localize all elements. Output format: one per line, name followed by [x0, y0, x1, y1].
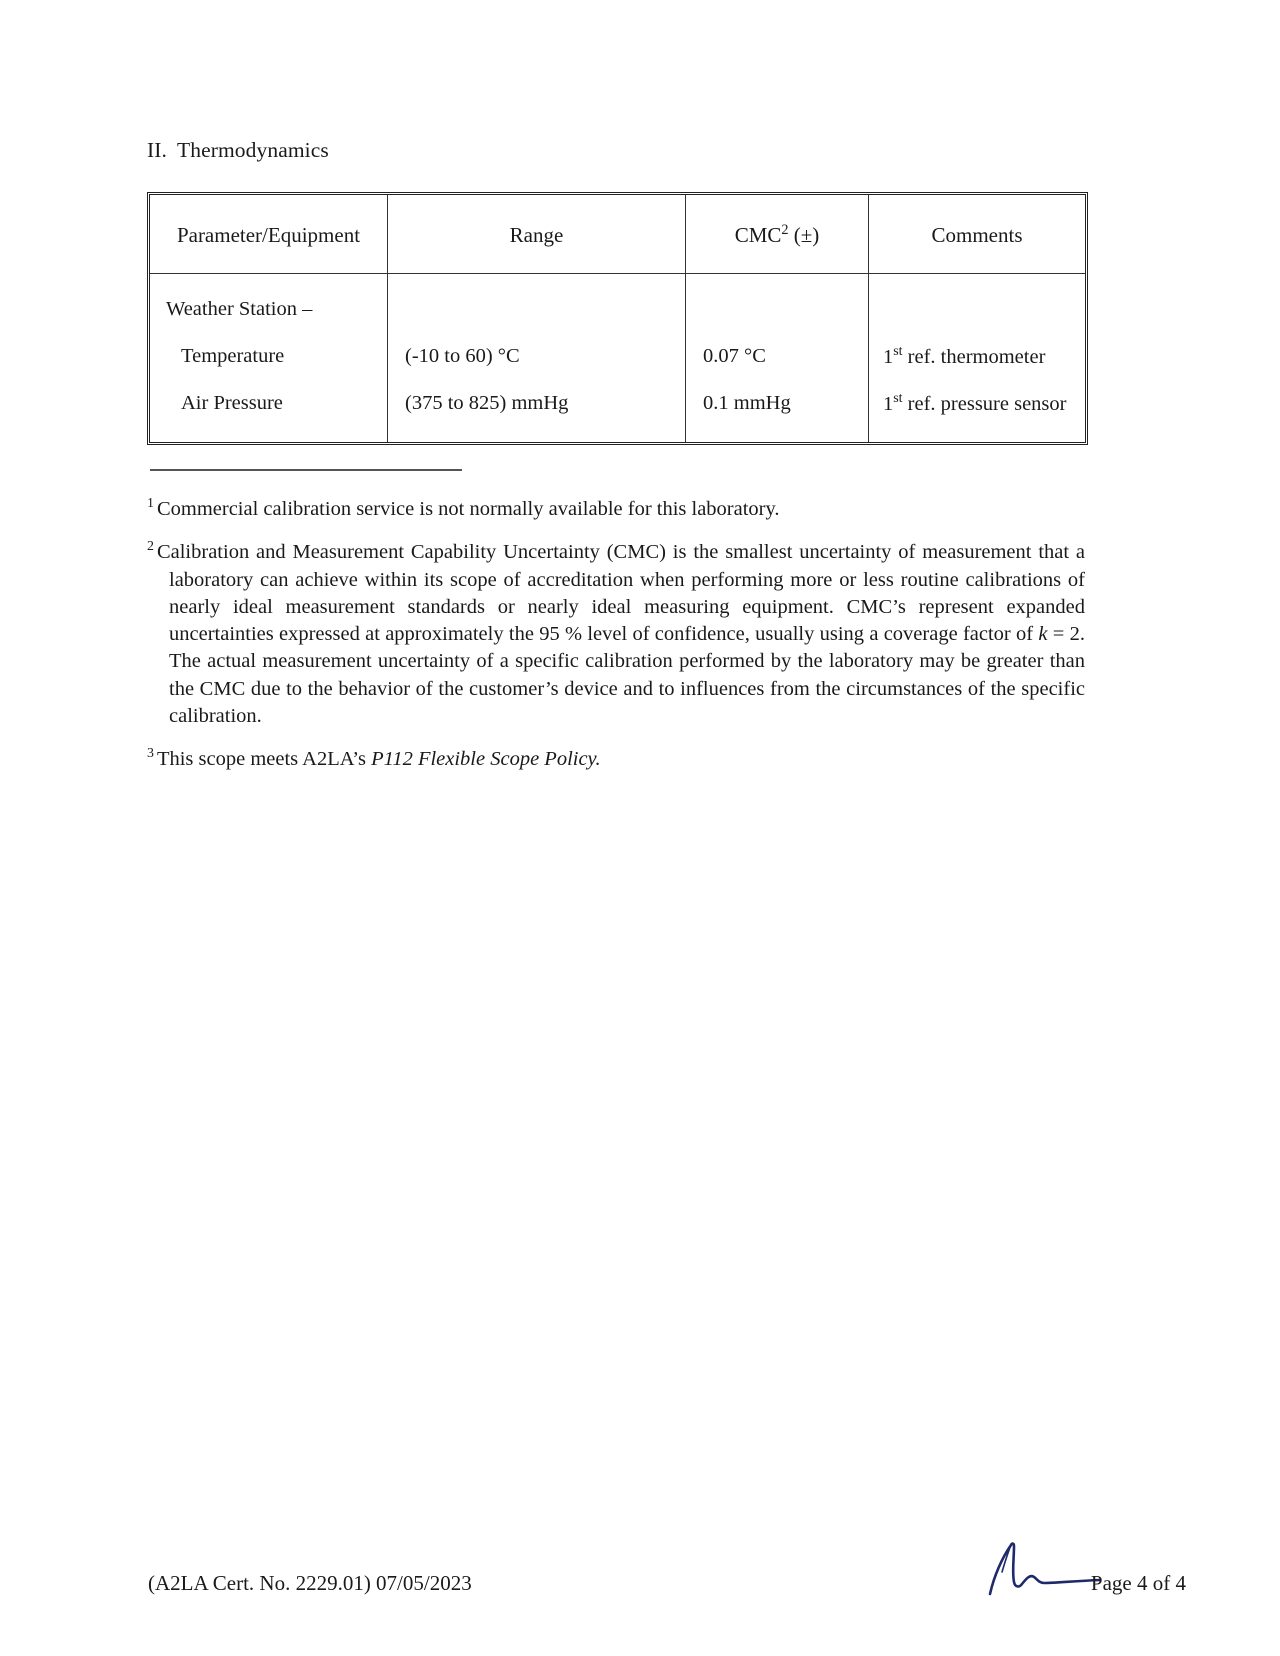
- column-header-cmc-label: [686, 223, 868, 248]
- cell-cmc: [686, 274, 869, 442]
- range-air-pressure: (375 to 825) mmHg: [405, 392, 569, 414]
- section-numeral: II.: [147, 138, 167, 162]
- range-temperature: (-10 to 60) °C: [405, 345, 520, 367]
- cell-comments: [869, 274, 1085, 442]
- section-title: Thermodynamics: [177, 138, 329, 162]
- footnote-2: [147, 539, 1085, 730]
- comment-temperature-ordinal-suffix: st: [893, 344, 903, 360]
- footnote-2-block: [147, 539, 1085, 730]
- footnote-2-text-part1: Calibration and Measurement Capability Uncertainty (CMC) is the smallest uncertainty of measurement that a laboratory can achieve within its scope of accreditation when performing more or less routine calibrations of nearly ideal measurement standards or nearly ideal measuring equipment. CMC’s represent expanded uncertainties expressed at approximately the 95 % level of confidence, usually using a coverage factor of: [156, 541, 1085, 645]
- cmc-plusminus: (±): [788, 223, 820, 247]
- column-header-parameter-label: Parameter/Equipment: [176, 223, 361, 247]
- cell-range: [388, 274, 686, 442]
- signature-icon: [978, 1536, 1108, 1598]
- comment-air-pressure-ordinal-suffix: st: [893, 391, 903, 407]
- footnote-2-text-part2: = 2. The actual measurement uncertainty of a specific calibration performed by the laboratory may be greater than the CMC due to the behavior of the customer’s device and to influences from the circumstances of the specific calibration.: [169, 623, 1085, 727]
- footnote-1: [147, 496, 1085, 523]
- footnote-1-marker: 1: [147, 496, 154, 512]
- cmc-temperature: 0.07 °C: [703, 345, 766, 367]
- comment-temperature: [883, 344, 1079, 370]
- cell-parameter-equipment: [150, 274, 388, 442]
- parameter-temperature: Temperature: [181, 345, 285, 367]
- column-header-range: [388, 195, 686, 274]
- footnote-3: [147, 746, 1085, 773]
- column-header-comments: [869, 195, 1085, 274]
- footnote-2-marker: 2: [147, 539, 154, 555]
- table-row: [150, 274, 1085, 442]
- column-header-cmc: [686, 195, 869, 274]
- parameter-air-pressure: Air Pressure: [181, 392, 283, 414]
- comment-temperature-ordinal: 1: [883, 346, 894, 368]
- cmc-air-pressure: 0.1 mmHg: [703, 392, 791, 414]
- section-heading: [147, 138, 329, 163]
- column-header-range-label: Range: [509, 223, 564, 247]
- comment-air-pressure: [883, 391, 1079, 417]
- footnote-separator-rule: [150, 469, 462, 471]
- footnote-3-marker: 3: [147, 746, 154, 762]
- column-header-comments-label: Comments: [931, 223, 1023, 247]
- table-header-row: [150, 195, 1085, 274]
- scope-table-container: [147, 192, 1082, 445]
- cmc-text: CMC: [734, 223, 782, 247]
- footnote-3-policy-title: P112 Flexible Scope Policy.: [371, 748, 601, 770]
- footnotes-section: [147, 496, 1085, 773]
- footer-page-number: Page 4 of 4: [1090, 1571, 1186, 1595]
- comment-temperature-text: ref. thermometer: [902, 346, 1046, 368]
- column-header-parameter: [150, 195, 388, 274]
- footer-certificate-number: (A2LA Cert. No. 2229.01) 07/05/2023: [148, 1571, 472, 1595]
- equipment-group-label: Weather Station –: [166, 298, 313, 320]
- comment-air-pressure-ordinal: 1: [883, 393, 894, 415]
- comment-air-pressure-text: ref. pressure sensor: [902, 393, 1067, 415]
- scope-table: [147, 192, 1088, 445]
- cmc-footnote-marker: 2: [781, 222, 789, 238]
- footnote-2-coverage-factor-symbol: k: [1038, 623, 1048, 645]
- footnote-1-text: Commercial calibration service is not normally available for this laboratory.: [156, 498, 780, 520]
- footnote-3-text-part1: This scope meets A2LA’s: [156, 748, 372, 770]
